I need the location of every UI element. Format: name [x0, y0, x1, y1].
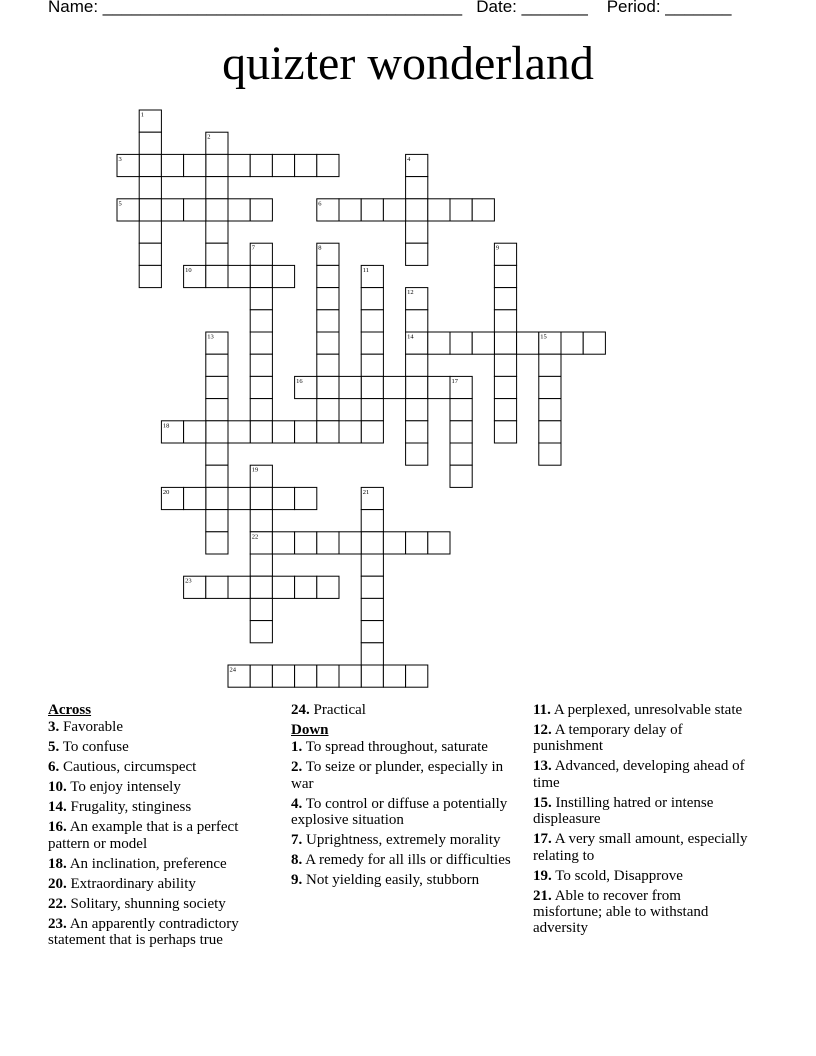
- grid-cell[interactable]: [250, 265, 272, 287]
- grid-cell[interactable]: [317, 376, 339, 398]
- grid-cell[interactable]: [250, 332, 272, 354]
- grid-cell[interactable]: [317, 421, 339, 443]
- grid-cell[interactable]: [450, 399, 472, 421]
- clue-across-20: 20. Extraordinary ability: [48, 875, 196, 892]
- grid-cell[interactable]: [583, 332, 605, 354]
- grid-cell[interactable]: [361, 532, 383, 554]
- grid-cell[interactable]: [406, 665, 428, 687]
- cell-number: 10: [185, 266, 192, 274]
- clue-across-16: 16. An example that is a perfect pattern or model: [48, 819, 239, 852]
- grid-cell[interactable]: [272, 487, 294, 509]
- clue-across-10: 10. To enjoy intensely: [48, 779, 181, 796]
- grid-cell[interactable]: [184, 199, 206, 221]
- grid-cell[interactable]: [317, 154, 339, 176]
- grid-cell[interactable]: [428, 199, 450, 221]
- grid-cell[interactable]: [272, 576, 294, 598]
- grid-cell[interactable]: [406, 243, 428, 265]
- grid-cell[interactable]: [250, 310, 272, 332]
- cell-number: 24: [229, 666, 236, 674]
- grid-cell[interactable]: [139, 221, 161, 243]
- grid-cell[interactable]: [406, 221, 428, 243]
- cell-number: 14: [407, 333, 414, 341]
- grid-cell[interactable]: [472, 332, 494, 354]
- grid-cell[interactable]: [339, 376, 361, 398]
- grid-cell[interactable]: [361, 399, 383, 421]
- cell-number: 17: [451, 377, 458, 385]
- grid-cell[interactable]: [228, 199, 250, 221]
- cell-number: 8: [318, 244, 322, 252]
- grid-cell[interactable]: [361, 332, 383, 354]
- cell-number: 16: [296, 377, 303, 385]
- grid-cell[interactable]: [250, 554, 272, 576]
- grid-cell[interactable]: [361, 576, 383, 598]
- grid-cell[interactable]: [494, 421, 516, 443]
- grid-cell[interactable]: [206, 576, 228, 598]
- grid-cell[interactable]: [206, 465, 228, 487]
- grid-cell[interactable]: [361, 199, 383, 221]
- cell-number: 11: [362, 266, 369, 274]
- grid-cell[interactable]: [450, 465, 472, 487]
- grid-cell[interactable]: [428, 532, 450, 554]
- grid-cell[interactable]: [228, 154, 250, 176]
- grid-cell[interactable]: [406, 421, 428, 443]
- clue-down-9: 9. Not yielding easily, stubborn: [291, 872, 480, 889]
- grid-cell[interactable]: [250, 354, 272, 376]
- clue-across-24: 24. Practical: [291, 702, 366, 718]
- grid-cell[interactable]: [206, 221, 228, 243]
- grid-cell[interactable]: [139, 154, 161, 176]
- cell-number: 4: [407, 155, 411, 163]
- grid-cell[interactable]: [494, 376, 516, 398]
- grid-cell[interactable]: [383, 376, 405, 398]
- grid-cell[interactable]: [339, 665, 361, 687]
- grid-cell[interactable]: [383, 665, 405, 687]
- grid-cell[interactable]: [450, 199, 472, 221]
- grid-cell[interactable]: [250, 399, 272, 421]
- grid-cell[interactable]: [317, 265, 339, 287]
- clue-down-8: 8. A remedy for all ills or difficulties: [291, 852, 511, 869]
- grid-cell[interactable]: [250, 421, 272, 443]
- name-line: Name: ______________________________________: [48, 0, 463, 16]
- grid-cell[interactable]: [206, 177, 228, 199]
- across-heading: Across: [48, 702, 92, 718]
- grid-cell[interactable]: [250, 199, 272, 221]
- grid-cell[interactable]: [450, 332, 472, 354]
- grid-cell[interactable]: [206, 532, 228, 554]
- grid-cell[interactable]: [139, 132, 161, 154]
- grid-cell[interactable]: [361, 643, 383, 665]
- grid-cell[interactable]: [339, 199, 361, 221]
- clue-across-22: 22. Solitary, shunning society: [48, 895, 226, 912]
- grid-cell[interactable]: [250, 154, 272, 176]
- grid-cell[interactable]: [361, 510, 383, 532]
- clue-down-11: 11. A perplexed, unresolvable state: [533, 702, 743, 718]
- cell-number: 20: [162, 488, 170, 496]
- cell-number: 22: [251, 533, 259, 541]
- grid-cell[interactable]: [295, 532, 317, 554]
- grid-cell[interactable]: [361, 354, 383, 376]
- grid-cell[interactable]: [539, 399, 561, 421]
- grid-cell[interactable]: [272, 532, 294, 554]
- clue-down-1: 1. To spread throughout, saturate: [291, 739, 488, 756]
- grid-cell[interactable]: [472, 199, 494, 221]
- grid-cell[interactable]: [339, 421, 361, 443]
- grid-cell[interactable]: [250, 621, 272, 643]
- grid-cell[interactable]: [361, 310, 383, 332]
- grid-cell[interactable]: [428, 376, 450, 398]
- grid-cell[interactable]: [295, 576, 317, 598]
- grid-cell[interactable]: [184, 487, 206, 509]
- grid-cell[interactable]: [139, 177, 161, 199]
- grid-cell[interactable]: [206, 154, 228, 176]
- grid-cell[interactable]: [317, 310, 339, 332]
- grid-cell[interactable]: [228, 265, 250, 287]
- grid-cell[interactable]: [250, 288, 272, 310]
- grid-cell[interactable]: [139, 265, 161, 287]
- grid-cell[interactable]: [206, 443, 228, 465]
- grid-cell[interactable]: [206, 265, 228, 287]
- grid-cell[interactable]: [494, 310, 516, 332]
- grid-cell[interactable]: [361, 598, 383, 620]
- cell-number: 1: [140, 111, 144, 119]
- clue-down-7: 7. Uprightness, extremely morality: [291, 832, 501, 849]
- grid-cell[interactable]: [206, 487, 228, 509]
- grid-cell[interactable]: [383, 532, 405, 554]
- grid-cell[interactable]: [250, 487, 272, 509]
- grid-cell[interactable]: [539, 443, 561, 465]
- grid-cell[interactable]: [361, 376, 383, 398]
- cell-number: 2: [207, 133, 211, 141]
- grid-cell[interactable]: [406, 532, 428, 554]
- grid-cell[interactable]: [206, 199, 228, 221]
- grid-cell[interactable]: [383, 199, 405, 221]
- grid-cell[interactable]: [250, 576, 272, 598]
- grid-cell[interactable]: [295, 421, 317, 443]
- grid-cell[interactable]: [539, 354, 561, 376]
- cell-number: 21: [362, 488, 370, 496]
- grid-cell[interactable]: [184, 154, 206, 176]
- grid-cell[interactable]: [250, 665, 272, 687]
- grid-cell[interactable]: [494, 354, 516, 376]
- grid-cell[interactable]: [272, 154, 294, 176]
- grid-cell[interactable]: [361, 554, 383, 576]
- grid-cell[interactable]: [317, 532, 339, 554]
- grid-cell[interactable]: [406, 376, 428, 398]
- clue-column-1: [48, 702, 273, 952]
- grid-cell[interactable]: [361, 665, 383, 687]
- grid-cell[interactable]: [406, 310, 428, 332]
- grid-cell[interactable]: [250, 598, 272, 620]
- grid-cell[interactable]: [206, 399, 228, 421]
- grid-cell[interactable]: [361, 421, 383, 443]
- grid-cell[interactable]: [494, 288, 516, 310]
- puzzle-title: quizter wonderland: [222, 37, 594, 90]
- grid-cell[interactable]: [361, 288, 383, 310]
- grid-cell[interactable]: [228, 576, 250, 598]
- grid-cell[interactable]: [406, 199, 428, 221]
- clue-across-3: 3. Favorable: [48, 719, 123, 736]
- grid-cell[interactable]: [361, 621, 383, 643]
- grid-cell[interactable]: [250, 376, 272, 398]
- clue-column-2: [291, 702, 511, 892]
- grid-cell[interactable]: [494, 399, 516, 421]
- grid-cell[interactable]: [450, 421, 472, 443]
- down-heading: Down: [291, 722, 329, 738]
- grid-cell[interactable]: [206, 354, 228, 376]
- clue-down-12: 12. A temporary delay of punishment: [533, 722, 683, 755]
- grid-cell[interactable]: [206, 243, 228, 265]
- period-line: Period: _______: [606, 0, 732, 16]
- grid-cell[interactable]: [539, 376, 561, 398]
- grid-cell[interactable]: [317, 354, 339, 376]
- grid-cell[interactable]: [517, 332, 539, 354]
- clue-across-5: 5. To confuse: [48, 739, 129, 756]
- cell-number: 6: [318, 200, 322, 208]
- grid-cell[interactable]: [161, 154, 183, 176]
- grid-cell[interactable]: [206, 376, 228, 398]
- grid-cell[interactable]: [317, 332, 339, 354]
- grid-cell[interactable]: [450, 443, 472, 465]
- grid-cell[interactable]: [228, 487, 250, 509]
- grid-cell[interactable]: [539, 421, 561, 443]
- grid-cell[interactable]: [317, 576, 339, 598]
- grid-cell[interactable]: [228, 421, 250, 443]
- grid-cell[interactable]: [206, 421, 228, 443]
- grid-cell[interactable]: [406, 399, 428, 421]
- cell-number: 12: [407, 289, 414, 297]
- clue-column-3: [533, 702, 748, 940]
- grid-cell[interactable]: [428, 332, 450, 354]
- clue-across-18: 18. An inclination, preference: [48, 855, 227, 872]
- clue-across-14: 14. Frugality, stinginess: [48, 799, 192, 816]
- cell-number: 7: [251, 244, 255, 252]
- grid-cell[interactable]: [295, 154, 317, 176]
- clue-down-2: 2. To seize or plunder, especially in war: [291, 759, 504, 792]
- grid-cell[interactable]: [561, 332, 583, 354]
- grid-cell[interactable]: [272, 665, 294, 687]
- clue-down-21: 21. Able to recover from misfortune; able to withstand adversity: [533, 887, 709, 937]
- grid-cell[interactable]: [295, 487, 317, 509]
- grid-cell[interactable]: [406, 443, 428, 465]
- cell-number: 5: [118, 200, 122, 208]
- clue-down-15: 15. Instilling hatred or intense displeasure: [533, 794, 714, 828]
- grid-cell[interactable]: [139, 243, 161, 265]
- clue-down-19: 19. To scold, Disapprove: [533, 867, 683, 884]
- grid-cell[interactable]: [494, 332, 516, 354]
- clue-across-6: 6. Cautious, circumspect: [48, 759, 197, 776]
- grid-cell[interactable]: [317, 288, 339, 310]
- clue-down-4: 4. To control or diffuse a potentially explosive situation: [291, 795, 508, 829]
- grid-cell[interactable]: [272, 265, 294, 287]
- grid-cell[interactable]: [317, 399, 339, 421]
- grid-cell[interactable]: [295, 665, 317, 687]
- grid-cell[interactable]: [250, 510, 272, 532]
- grid-cell[interactable]: [406, 354, 428, 376]
- cell-number: 23: [185, 577, 192, 585]
- grid-cell[interactable]: [494, 265, 516, 287]
- date-line: Date: _______: [476, 0, 588, 16]
- grid-cell[interactable]: [339, 532, 361, 554]
- cell-number: 15: [540, 333, 547, 341]
- grid-cell[interactable]: [272, 421, 294, 443]
- grid-cell[interactable]: [317, 665, 339, 687]
- grid-cell[interactable]: [184, 421, 206, 443]
- clue-down-17: 17. A very small amount, especially relating to: [533, 831, 748, 864]
- cell-number: 13: [207, 333, 214, 341]
- cell-number: 9: [495, 244, 500, 252]
- clue-down-13: 13. Advanced, developing ahead of time: [533, 758, 745, 791]
- cell-number: 19: [251, 466, 259, 474]
- cell-number: 3: [118, 155, 122, 163]
- grid-cell[interactable]: [161, 199, 183, 221]
- cell-number: 18: [162, 422, 170, 430]
- clue-across-23: 23. An apparently contradictory statement that is perhaps true: [48, 915, 239, 949]
- grid-cell[interactable]: [206, 510, 228, 532]
- grid-cell[interactable]: [406, 177, 428, 199]
- grid-cell[interactable]: [139, 199, 161, 221]
